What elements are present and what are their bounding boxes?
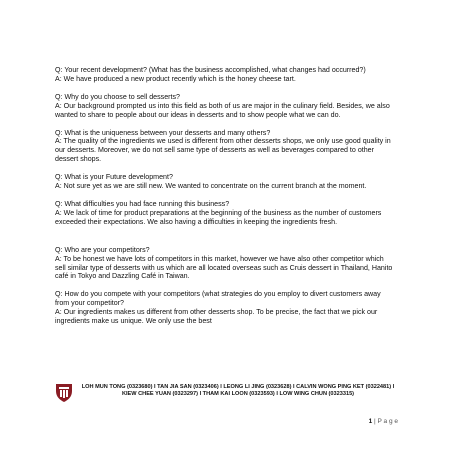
footer-authors: LOH MUN TONG (0323680) I TAN JIA SAN (0323406) I LEONG LI JING (0323628) I CALVIN WONG PING KET (0322481) I KIEW CHEE YUAN (0323297) I THAM KAI LOON (0323593) I LOW WING CHUN (0323315) [81, 384, 395, 398]
page-label: P a g e [377, 418, 398, 425]
qa-item [55, 290, 395, 326]
question-text: Q: How do you compete with your competitors (what strategies do you employ to divert customers away from your competitor? [55, 290, 381, 308]
answer-text: A: Our background prompted us into this field as both of us are major in the culinary field. Besides, we also wanted to share to people about our ideas in desserts and to show people what we can do. [55, 101, 390, 119]
answer-text: A: We lack of time for product preparations at the beginning of the business as the number of customers exceeded their expectations. We also having a difficulties in keeping the ingredients fresh. [55, 208, 382, 226]
qa-item [55, 93, 395, 120]
question-text: Q: Your recent development? (What has the business accomplished, what changes had occurred?) [55, 66, 366, 74]
qa-item [55, 246, 395, 282]
question-text: Q: Who are your competitors? [55, 245, 150, 254]
answer-text: A: We have produced a new product recently which is the honey cheese tart. [55, 74, 296, 83]
answer-text: A: Not sure yet as we are still new. We wanted to concentrate on the current branch at the moment. [55, 182, 367, 191]
question-text: Q: What difficulties you had face running this business? [55, 199, 230, 208]
qa-item [55, 129, 395, 165]
question-text: Q: Why do you choose to sell desserts? [55, 92, 180, 101]
answer-text: A: Our ingredients makes us different from other desserts shop. To be precise, the fact that we pick our ingredients make us unique. We only use the best [55, 308, 378, 326]
answer-text: A: To be honest we have lots of competitors in this market, however we have also other competitor which sell similar type of desserts with us which are all located overseas such as Cruis dessert in Thailand, Hanito café in Tokyo and Dazzling Café in Taiwan. [55, 254, 393, 281]
page-number-value: 1 [368, 418, 373, 425]
qa-item [55, 173, 395, 191]
qa-item [55, 200, 395, 227]
university-logo-icon [55, 383, 73, 403]
answer-text: A: The quality of the ingredients we used is different from other desserts shops, we only use good quality in our desserts. Moreover, we do not sell same type of desserts as well as beverages compared to other dessert shops. [55, 137, 391, 164]
question-text: Q: What is your Future development? [55, 173, 173, 182]
interview-content [55, 66, 395, 335]
page-number [369, 418, 398, 425]
question-text: Q: What is the uniqueness between your desserts and many others? [55, 128, 271, 137]
qa-item [55, 66, 395, 84]
page-number-separator: | [372, 418, 378, 425]
